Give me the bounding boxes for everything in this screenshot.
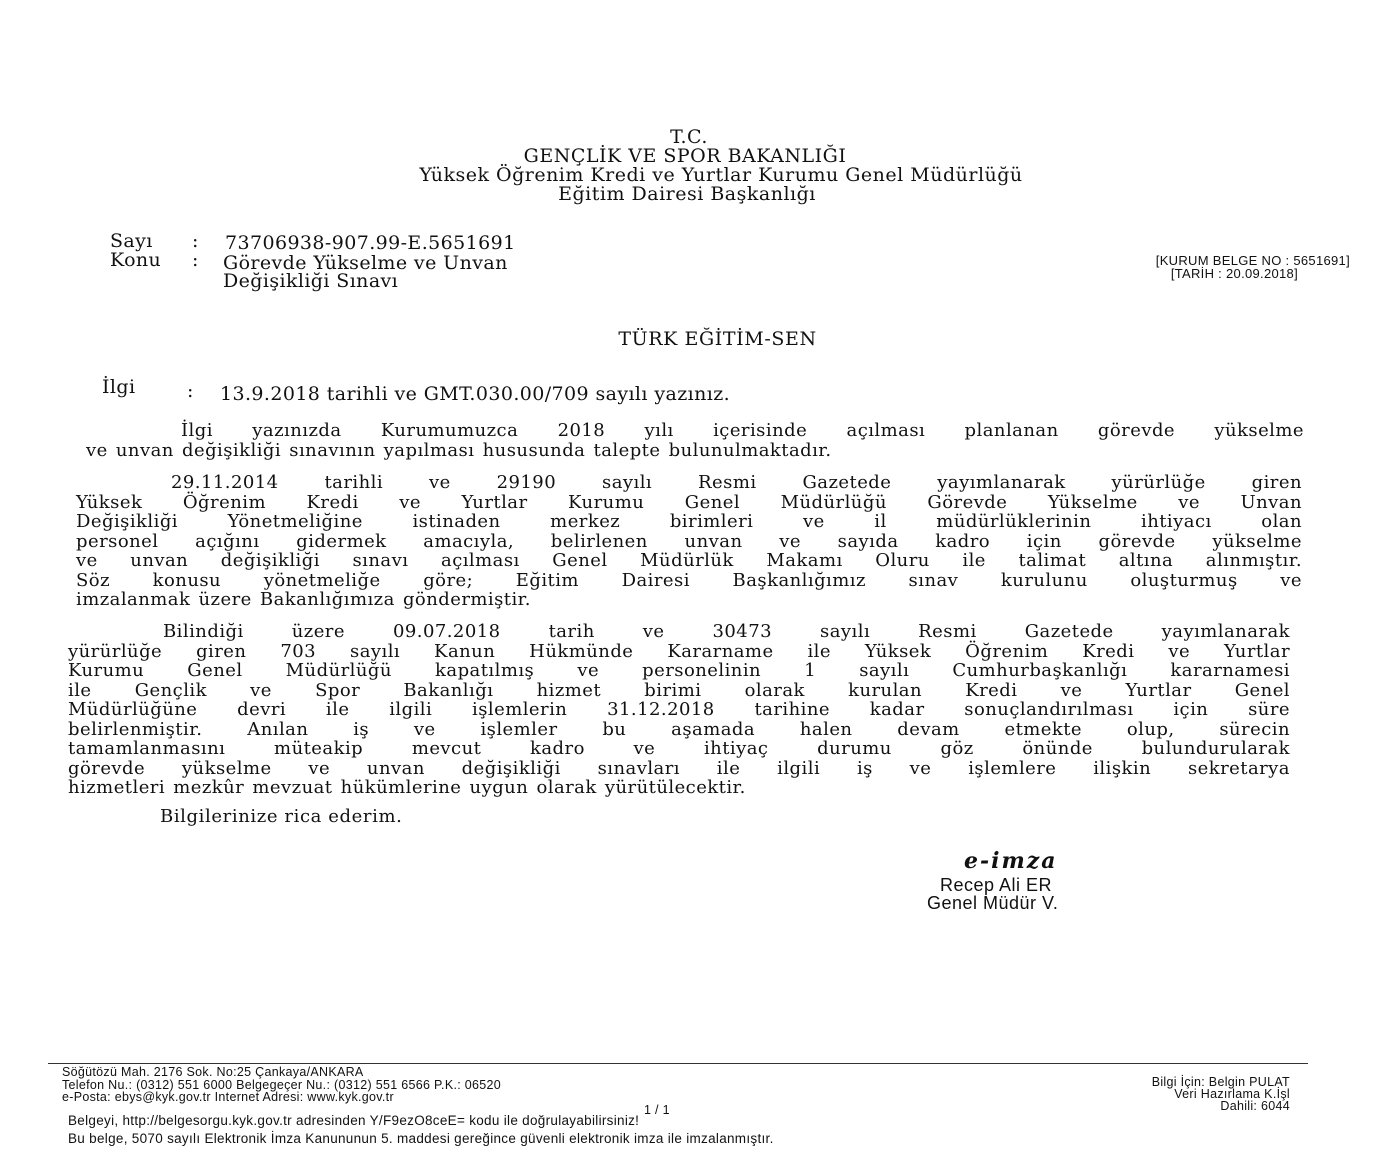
footer-address: Söğütözü Mah. 2176 Sok. No:25 Çankaya/ANKARA: [62, 1065, 364, 1079]
paragraph-line: hizmetleri mezkûr mevzuat hükümlerine uygun olarak yürütülecektir.: [68, 777, 746, 798]
sayi-value: 73706938-907.99-E.5651691: [225, 232, 516, 254]
konu-value-line2: Değişikliği Sınavı: [223, 270, 399, 292]
konu-separator: :: [192, 249, 199, 271]
paragraph-line: belirlenmiştir. Anılan iş ve işlemler bu aşamada halen devam etmekte olup, sürecin: [68, 718, 1290, 740]
paragraph-line: Söz konusu yönetmeliğe göre; Eğitim Dairesi Başkanlığımız sınav kurulunu oluşturmuş ve: [76, 569, 1302, 591]
paragraph-line: Müdürlüğüne devri ile ilgili işlemlerin 31.12.2018 tarihine kadar sonuçlandırılması için süre: [68, 699, 1290, 720]
esign-notice: Bu belge, 5070 sayılı Elektronik İmza Kanununun 5. maddesi gereğince güvenli elektronik imza ile imzalanmıştır.: [68, 1131, 774, 1146]
paragraph-line: tamamlanmasını müteakip mevcut kadro ve ihtiyaç durumu göz önünde bulundurularak: [68, 738, 1290, 759]
footer-contact-ext: Dahili: 6044: [1220, 1099, 1290, 1113]
header-ministry: GENÇLİK VE SPOR BAKANLIĞI: [523, 145, 847, 167]
paragraph-1: [86, 421, 1304, 460]
konu-label: Konu: [110, 249, 162, 271]
footer-divider: [48, 1063, 1308, 1064]
sayi-label: Sayı: [110, 230, 153, 252]
paragraph-line: Bilindiği üzere 09.07.2018 tarih ve 30473 sayılı Resmi Gazetede yayımlanarak: [163, 621, 1290, 642]
paragraph-line: personel açığını gidermek amacıyla, belirlenen unvan ve sayıda kadro için görevde yükselme: [76, 530, 1302, 552]
paragraph-line: ve unvan değişikliği sınavı açılması Genel Müdürlük Makamı Oluru ile talimat altına alınmıştır.: [76, 550, 1302, 571]
ilgi-text: 13.9.2018 tarihli ve GMT.030.00/709 sayılı yazınız.: [220, 383, 731, 405]
paragraph-line: ile Gençlik ve Spor Bakanlığı hizmet birimi olarak kurulan Kredi ve Yurtlar Genel: [68, 679, 1290, 701]
paragraph-line: yürürlüğe giren 703 sayılı Kanun Hükmünde Kararname ile Yüksek Öğrenim Kredi ve Yurtlar: [68, 640, 1290, 662]
konu-value-line1: Görevde Yükselme ve Unvan: [223, 252, 508, 274]
footer-phone: Telefon Nu.: (0312) 551 6000 Belgegeçer Nu.: (0312) 551 6566 P.K.: 06520: [62, 1078, 502, 1092]
page-number: 1 / 1: [644, 1103, 670, 1117]
belge-tarih: [TARİH : 20.09.2018]: [1170, 266, 1298, 281]
kurum-belge-no: [KURUM BELGE NO : 5651691]: [1155, 253, 1350, 268]
paragraph-line: Değişikliği Yönetmeliğine istinaden merkez birimleri ve il müdürlüklerinin ihtiyacı olan: [76, 511, 1302, 532]
paragraph-line: 29.11.2014 tarihli ve 29190 sayılı Resmi Gazetede yayımlanarak yürürlüğe giren: [171, 472, 1302, 493]
paragraph-line: imzalanmak üzere Bakanlığımıza göndermiştir.: [76, 589, 531, 610]
header-department: Eğitim Dairesi Başkanlığı: [558, 183, 816, 205]
header-directorate: Yüksek Öğrenim Kredi ve Yurtlar Kurumu Genel Müdürlüğü: [419, 164, 1023, 186]
verification-notice: Belgeyi, http://belgesorgu.kyk.gov.tr adresinden Y/F9ezO8ceE= kodu ile doğrulayabilirsiniz!: [68, 1113, 640, 1128]
closing-line: Bilgilerinize rica ederim.: [160, 806, 403, 827]
footer-contact-unit: Veri Hazırlama K.İşl: [1174, 1087, 1290, 1101]
ilgi-separator: :: [187, 380, 194, 402]
paragraph-line: Yüksek Öğrenim Kredi ve Yurtlar Kurumu Genel Müdürlüğü Görevde Yükselme ve Unvan: [76, 491, 1302, 513]
paragraph-line: İlgi yazınızda Kurumumuzca 2018 yılı içerisinde açılması planlanan görevde yükselme: [181, 420, 1304, 441]
recipient: TÜRK EĞİTİM-SEN: [618, 328, 817, 350]
signatory-name: Recep Ali ER: [940, 875, 1053, 895]
e-signature-mark: e-imza: [964, 848, 1058, 874]
header-tc: T.C.: [670, 126, 708, 148]
paragraph-3: [68, 622, 1290, 798]
paragraph-2: [76, 473, 1302, 610]
paragraph-line: ve unvan değişikliği sınavının yapılması hususunda talepte bulunulmaktadır.: [86, 439, 832, 461]
footer-email: e-Posta: ebys@kyk.gov.tr Internet Adresi: www.kyk.gov.tr: [62, 1090, 394, 1104]
footer-contact-name: Bilgi İçin: Belgin PULAT: [1151, 1075, 1290, 1089]
paragraph-line: görevde yükselme ve unvan değişikliği sınavları ile ilgili iş ve işlemlere ilişkin sekretarya: [68, 757, 1290, 779]
ilgi-label: İlgi: [102, 376, 136, 398]
paragraph-line: Kurumu Genel Müdürlüğü kapatılmış ve personelinin 1 sayılı Cumhurbaşkanlığı kararnamesi: [68, 660, 1290, 681]
signatory-title: Genel Müdür V.: [927, 893, 1059, 913]
sayi-separator: :: [192, 230, 199, 252]
